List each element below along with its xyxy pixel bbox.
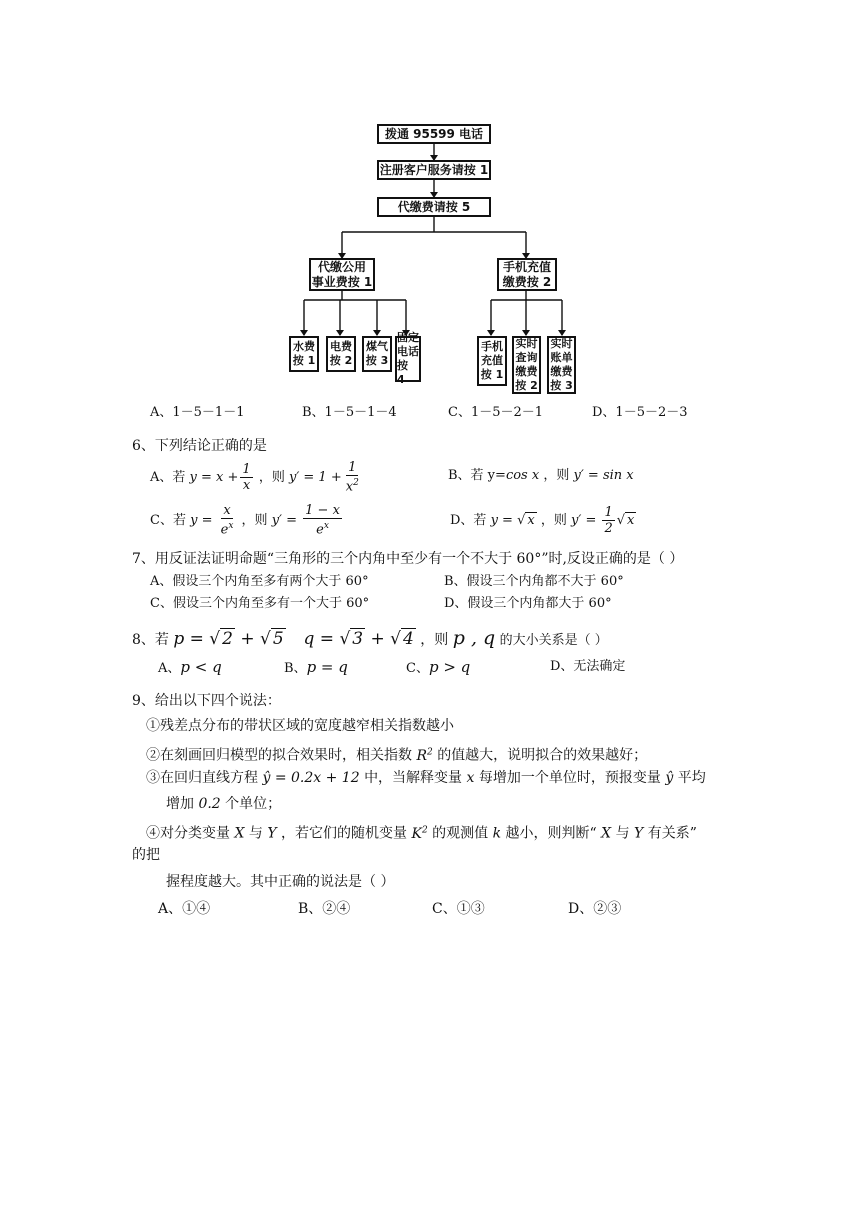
q6-a-expr2: y′ = 1 + $\frac{1}{x^2}$	[288, 460, 359, 495]
q6-a-expr1: y = x + $\frac{1}{x}$	[189, 462, 251, 493]
q8-option-c: C、p > q	[406, 658, 471, 676]
q9-var-x2: X	[601, 825, 612, 842]
q6-c-expr1: y = $\frac{x}{e^x}$	[190, 503, 234, 538]
flow-leaf-gas	[362, 336, 392, 372]
q6-d-label: D、若	[450, 513, 487, 528]
q6-b-expr2: y′ = sin x	[573, 468, 634, 483]
leaf-line: 固定	[397, 331, 419, 344]
q8-then: ，则	[420, 632, 449, 648]
q9-regression-eq: ŷ = 0.2x + 12	[262, 770, 360, 786]
q6-b-then: ，则	[543, 468, 570, 483]
q6-c-label: C、若	[150, 513, 186, 528]
q9-statement-3	[146, 768, 706, 788]
q9-statement-4	[146, 820, 697, 844]
q6-option-c	[150, 501, 344, 541]
leaf-line: 按 2	[515, 379, 538, 392]
leaf-line: 煤气	[366, 340, 388, 353]
q8-stem	[132, 626, 608, 653]
leaf-line: 按 3	[550, 379, 573, 392]
q6-d-expr1: y = √ x	[490, 513, 535, 528]
leaf-line: 缴费	[550, 365, 573, 378]
flow-box-call: 拨通 95599 电话	[377, 124, 491, 144]
q7-option-b: B、假设三个内角都不大于 60°	[444, 574, 624, 589]
flow-box-mobile-line2: 缴费按 2	[502, 274, 552, 289]
leaf-line: 按 1	[480, 368, 504, 381]
q8-b-label: B、	[284, 661, 307, 676]
q9-s4-a: ④对分类变量	[146, 825, 230, 842]
leaf-line: 查询	[515, 351, 538, 364]
q9-increment: 0.2	[198, 796, 221, 812]
leaf-line: 实时	[550, 337, 573, 350]
q9-var-y2: Y	[634, 825, 644, 842]
leaf-line: 账单	[550, 351, 573, 364]
leaf-line: 充值	[481, 354, 503, 367]
flow-leaf-landline	[395, 331, 421, 386]
q8-option-a: A、p < q	[158, 658, 222, 676]
q7-stem: 7、用反证法证明命题“三角形的三个内角中至少有一个不大于 60°”时,反设正确的是（ ）	[132, 551, 684, 567]
q9-s4-d: 的观测值	[432, 825, 489, 842]
q8-q-def: q = √ 3 + √ 4	[303, 629, 414, 649]
q8-pq: p , q	[452, 627, 496, 649]
q9-s4-g: 有关系”	[647, 825, 697, 842]
flow-box-utility	[309, 258, 375, 291]
flow-leaf-query-pay	[512, 336, 541, 394]
q9-statement-4-cont: 的把	[132, 847, 160, 863]
flow-box-utility-line2: 事业费按 1	[311, 274, 373, 289]
q5-option-d: D、1－5－2－3	[592, 405, 688, 420]
q9-s4-b: 与	[248, 825, 263, 842]
q7-option-d: D、假设三个内角都大于 60°	[444, 596, 612, 611]
q6-a-expr2-text: y′ = 1 +	[288, 470, 342, 485]
leaf-line: 电费	[330, 340, 352, 353]
q9-statement-2	[146, 742, 647, 766]
q8-c-label: C、	[406, 661, 429, 676]
leaf-line: 按 4	[397, 359, 408, 386]
leaf-line: 按 1	[292, 354, 316, 367]
q6-stem: 6、下列结论正确的是	[132, 438, 267, 454]
flow-leaf-bill-pay	[547, 336, 576, 394]
q9-var-y: Y	[267, 825, 277, 842]
flow-box-mobile-line1: 手机充值	[502, 259, 551, 274]
q6-d-then: ，则	[540, 513, 567, 528]
q9-statement-5: 握程度越大。其中正确的说法是（ ）	[166, 874, 395, 890]
flow-leaf-water	[289, 336, 319, 372]
q6-b-expr1: cos x	[505, 468, 540, 483]
q9-s2-a: ②在刻画回归模型的拟合效果时，相关指数	[146, 747, 412, 764]
q9-s4-f: 与	[615, 825, 630, 842]
q9-s3-a: ③在回归直线方程	[146, 770, 258, 786]
q5-option-b: B、1－5－1－4	[302, 405, 397, 420]
q9-s3-c: 每增加一个单位时，预报变量	[478, 770, 661, 786]
flow-box-payment: 代缴费请按 5	[377, 197, 491, 217]
flow-box-register: 注册客户服务请按 1	[377, 160, 491, 180]
flow-leaf-electric	[326, 336, 356, 372]
q8-suffix: 的大小关系是（ ）	[499, 633, 608, 648]
q8-option-d: D、无法确定	[550, 659, 626, 674]
q9-stem: 9、给出以下四个说法：	[132, 693, 281, 709]
q9-statement-1: ①残差点分布的带状区域的宽度越窄相关指数越小	[146, 718, 454, 734]
q9-x-var: x	[466, 770, 475, 786]
q6-d-expr2: y′ = $\frac{1}{2}$ √ x	[571, 505, 635, 536]
q9-option-d: D、②③	[568, 901, 622, 917]
flow-box-mobile	[497, 258, 557, 291]
q9-s4-c: ，若它们的随机变量	[281, 825, 408, 842]
q9-statement-3-cont	[166, 794, 281, 814]
q5-option-c: C、1－5－2－1	[448, 405, 544, 420]
leaf-line: 水费	[293, 340, 315, 353]
leaf-line: 按 2	[329, 354, 353, 367]
q6-c-expr2: y′ = $\frac{1 - x}{e^x}$	[271, 503, 340, 538]
q6-option-d	[450, 501, 636, 541]
q9-yhat: ŷ	[665, 770, 674, 786]
q6-option-a	[150, 458, 363, 498]
q9-k2: $K^2$	[411, 825, 428, 842]
q9-s3-f: 个单位；	[225, 796, 282, 812]
q8-option-b: B、p = q	[284, 658, 348, 676]
q6-a-then: ，则	[258, 470, 285, 485]
leaf-line: 按 3	[365, 354, 389, 367]
q9-option-b: B、②④	[298, 901, 351, 917]
flow-leaf-mobile-topup	[477, 336, 507, 386]
q9-var-x: X	[234, 825, 245, 842]
q9-s2-b: 的值越大，说明拟合的效果越好；	[437, 747, 648, 764]
leaf-line: 缴费	[515, 365, 538, 378]
q9-s3-b: 中，当解释变量	[364, 770, 463, 786]
q7-option-a: A、假设三个内角至多有两个大于 60°	[150, 574, 369, 589]
q7-option-c: C、假设三个内角至多有一个大于 60°	[150, 596, 370, 611]
q9-option-c: C、①③	[432, 901, 485, 917]
q8-prefix: 8、若	[132, 632, 169, 648]
q6-c-then: ，则	[241, 513, 268, 528]
q5-option-a: A、1－5－1－1	[150, 405, 245, 420]
q9-option-a: A、①④	[158, 901, 211, 917]
flow-box-utility-line1: 代缴公用	[317, 259, 366, 274]
leaf-line: 实时	[515, 337, 538, 350]
q9-s4-e: 越小，则判断“	[505, 825, 597, 842]
leaf-line: 电话	[397, 345, 419, 358]
q6-option-b	[448, 466, 634, 486]
q6-b-label: B、若 y=	[448, 468, 506, 483]
q8-p-def: p = √ 2 + √ 5	[173, 629, 284, 649]
leaf-line: 手机	[481, 340, 503, 353]
q8-a-label: A、	[158, 661, 181, 676]
q9-k: k	[492, 825, 502, 842]
q9-s3-e: 增加	[166, 796, 194, 812]
q9-s3-d: 平均	[677, 770, 706, 786]
q6-a-expr1-text: y = x +	[189, 470, 239, 485]
q9-r2: $R^2$	[416, 747, 433, 764]
q6-a-label: A、若	[150, 470, 186, 485]
